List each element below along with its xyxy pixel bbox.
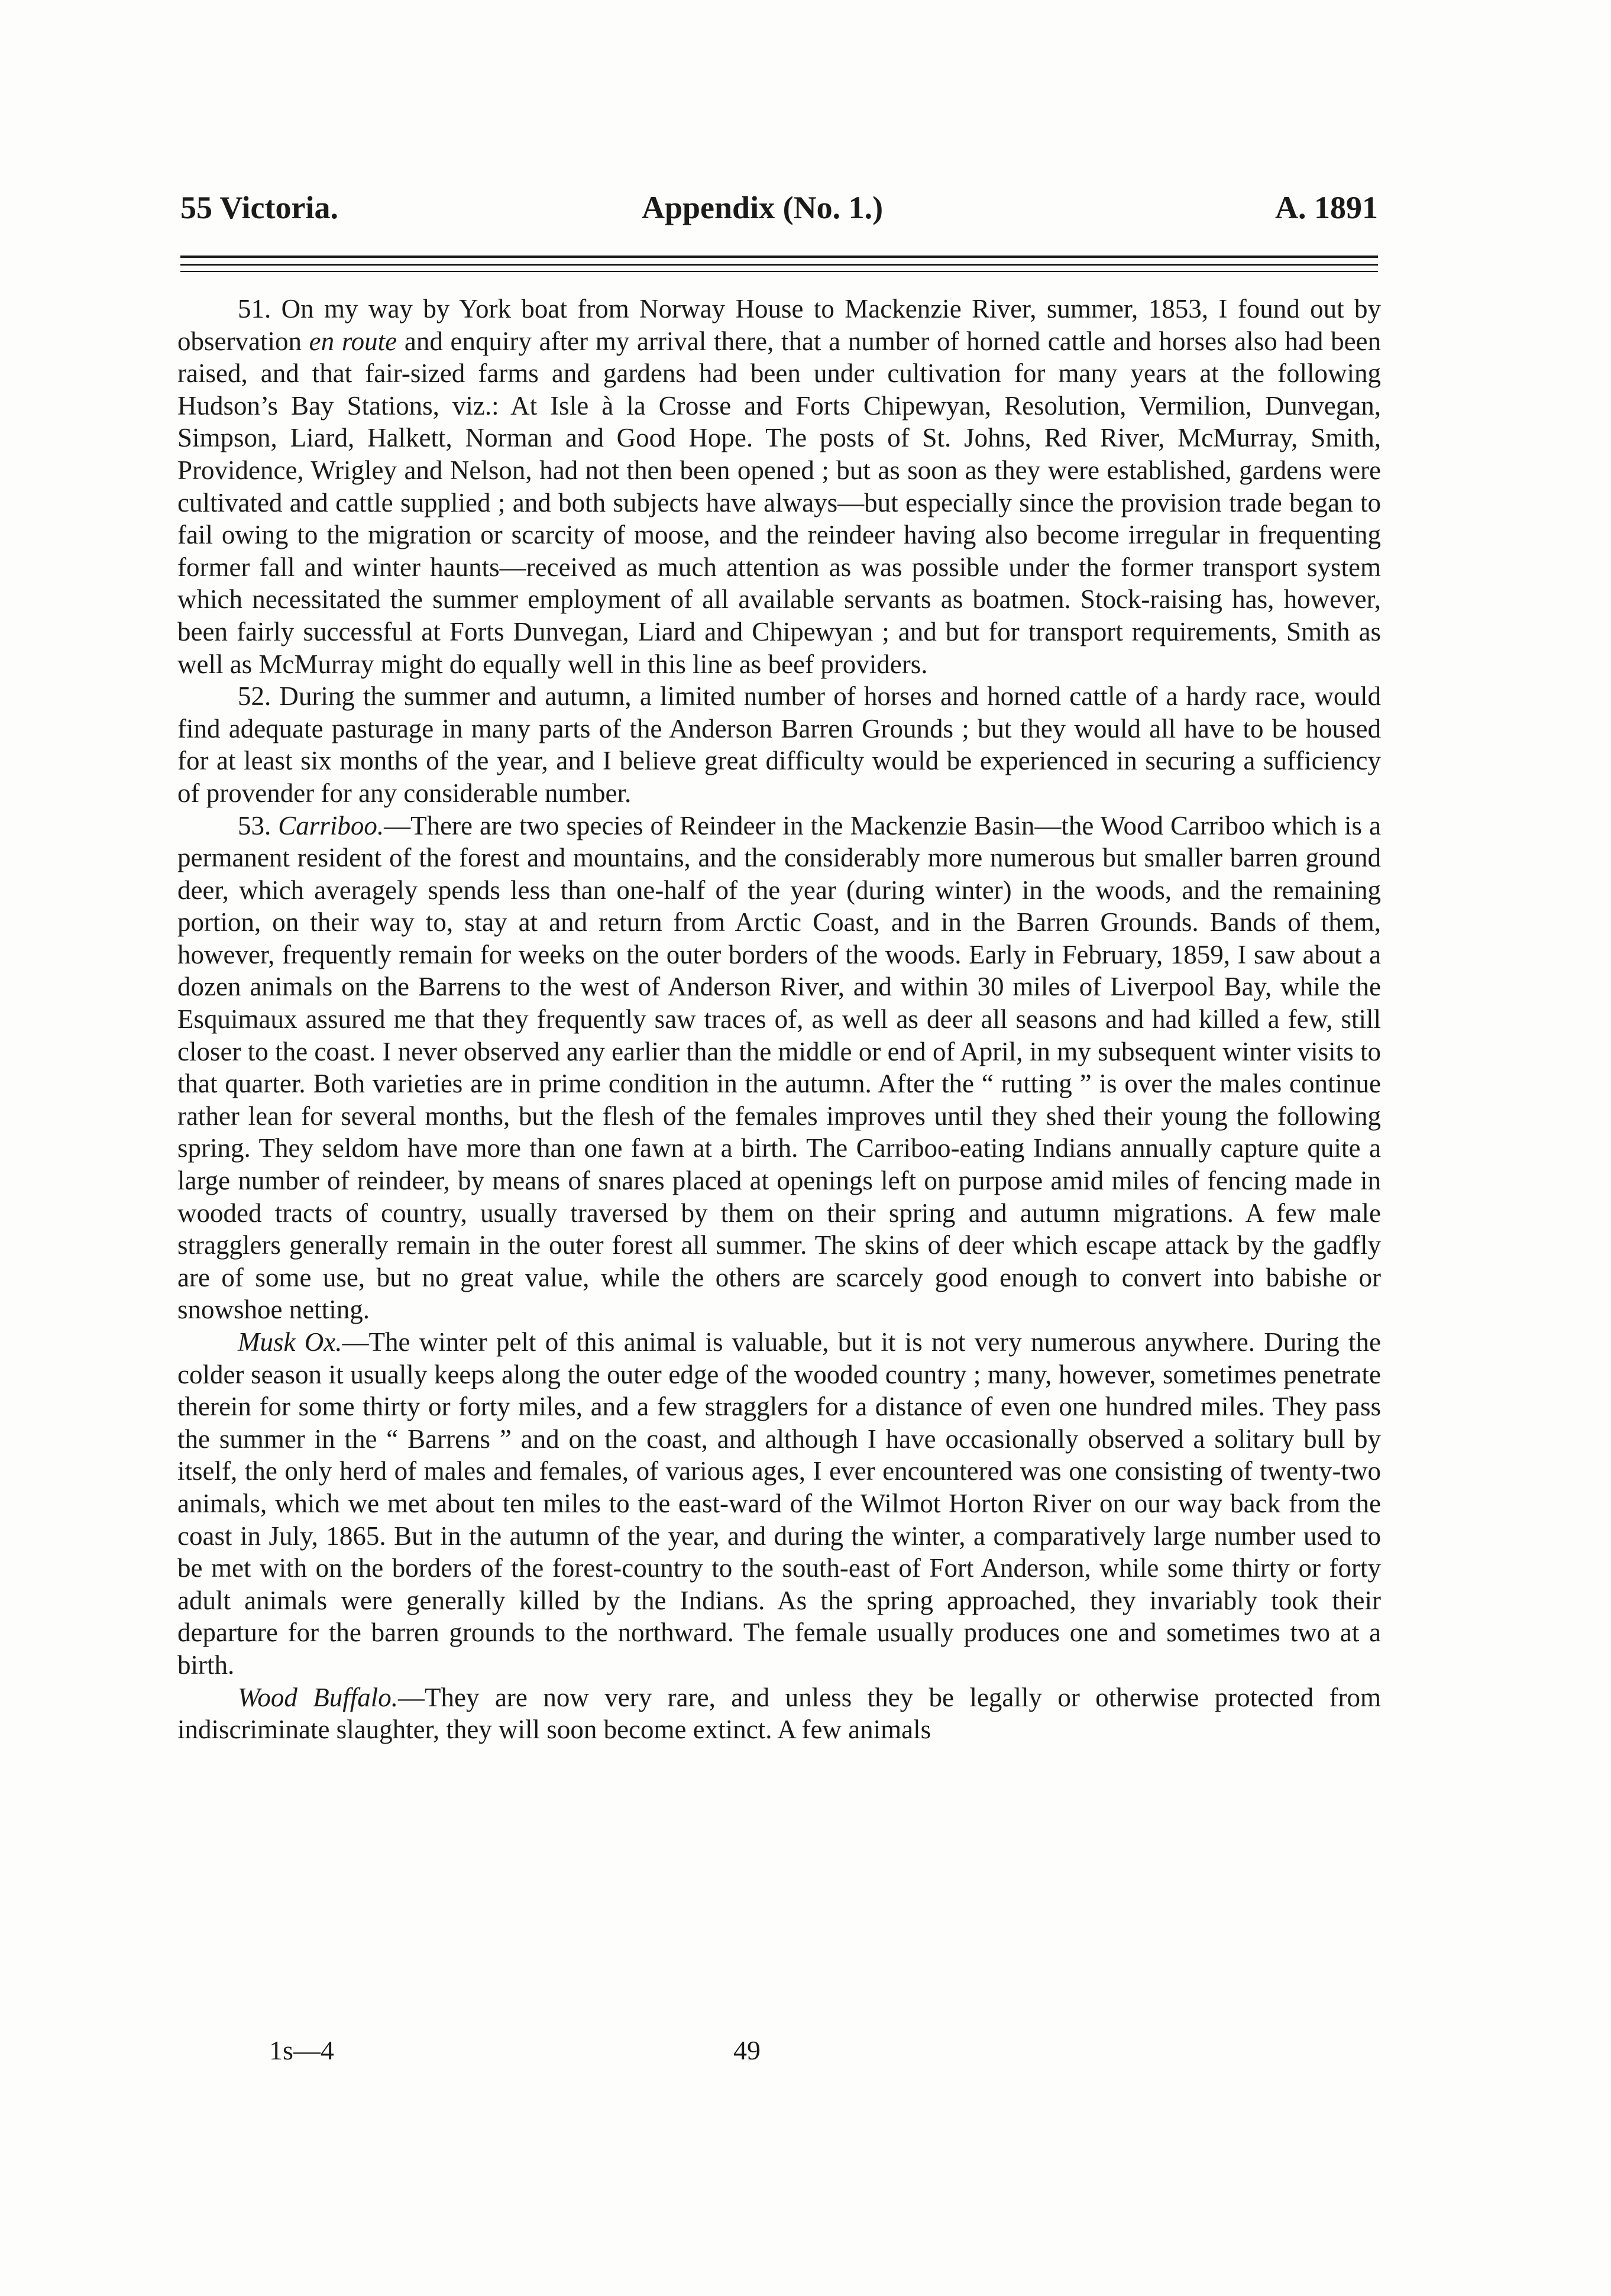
running-header bbox=[180, 189, 1378, 237]
paragraph-51 bbox=[177, 293, 1381, 680]
paragraph-53 bbox=[177, 810, 1381, 1327]
section-heading: Wood Buffalo. bbox=[238, 1682, 399, 1712]
header-year: A. 1891 bbox=[1275, 190, 1378, 225]
header-rule bbox=[180, 264, 1378, 266]
paragraph-text: During the summer and autumn, a limited number of horses and horned cattle of a hardy race, would find adequate pasturage in many parts of the Anderson Barren Grounds ; but they would all have to be housed for at least six months of the year, and I believe great difficulty would be experienced in securing a sufficiency of provender for any considerable number. bbox=[177, 681, 1381, 808]
section-heading: Carriboo. bbox=[278, 810, 384, 840]
header-rule bbox=[180, 271, 1378, 272]
paragraph-text: and enquiry after my arrival there, that a number of horned cattle and horses also had been raised, and that fair-sized farms and gardens had been under cultivation for many years at the following Hudson’s Bay Stations, viz.: At Isle à la Crosse and Forts Chipewyan, Resolution, Vermilion, Dunvegan, Simpson, Liard, Halkett, Norman and Good Hope. The posts of St. Johns, Red River, McMurray, Smith, Providence, Wrigley and Nelson, had not then been opened ; but as soon as they were established, gardens were cultivated and cattle supplied ; and both subjects have always—but especially since the provision trade began to fail owing to the migration or scarcity of moose, and the reindeer having also become irregular in frequenting former fall and winter haunts—received as much attention as was possible under the former transport system which necessitated the summer employment of all available servants as boatmen. Stock-raising has, however, been fairly successful at Forts Dunvegan, Liard and Chipewyan ; and but for transport requirements, Smith as well as McMurray might do equally well in this line as beef providers. bbox=[177, 326, 1382, 679]
page-footer bbox=[269, 2035, 861, 2070]
header-appendix: Appendix (No. 1.) bbox=[642, 190, 884, 225]
section-heading: Musk Ox. bbox=[238, 1327, 342, 1357]
body-text bbox=[177, 293, 1381, 1746]
paragraph-text: —The winter pelt of this animal is valuable, but it is not very numerous anywhere. During the colder season it usually keeps along the outer edge of the wooded country ; many, however, sometimes penetrate therein for some thirty or forty miles, and a few stragglers for a distance of even one hundred miles. They pass the summer in the “ Barrens ” and on the coast, and although I have occasionally observed a solitary bull by itself, the only herd of males and females, of various ages, I ever encountered was one consisting of twenty-two animals, which we met about ten miles to the east-ward of the Wilmot Horton River on our way back from the coast in July, 1865. But in the autumn of the year, and during the winter, a comparatively large number used to be met with on the borders of the forest-country to the south-east of Fort Anderson, while some thirty or forty adult animals were generally killed by the Indians. As the spring approached, they invariably took their departure for the barren grounds to the northward. The female usually produces one and sometimes two at a birth. bbox=[177, 1327, 1381, 1680]
header-session: 55 Victoria. bbox=[180, 190, 338, 225]
paragraph-musk-ox bbox=[177, 1326, 1381, 1681]
paragraph-number: 52. bbox=[238, 681, 271, 712]
paragraph-number: 51. bbox=[238, 294, 271, 324]
signature-mark: 1s—4 bbox=[269, 2035, 334, 2065]
paragraph-text: —There are two species of Reindeer in the Mackenzie Basin—the Wood Carriboo which is a permanent resident of the forest and mountains, and the considerably more numerous but smaller barren ground deer, which averagely spends less than one-half of the year (during winter) in the woods, and the remaining portion, on their way to, stay at and return from Arctic Coast, and in the Barren Grounds. Bands of them, however, frequently remain for weeks on the outer borders of the woods. Early in February, 1859, I saw about a dozen animals on the Barrens to the west of Anderson River, and within 30 miles of Liverpool Bay, while the Esquimaux assured me that they frequently saw traces of, as well as deer all seasons and had killed a few, still closer to the coast. I never observed any earlier than the middle or end of April, in my subsequent winter visits to that quarter. Both varieties are in prime condition in the autumn. After the “ rutting ” is over the males continue rather lean for several months, but the flesh of the females improves until they shed their young the following spring. They seldom have more than one fawn at a birth. The Carriboo-eating Indians annually capture quite a large number of reindeer, by means of snares placed at openings left on purpose amid miles of fencing made in wooded tracts of country, usually traversed by them on their spring and autumn migrations. A few male stragglers generally remain in the outer forest all summer. The skins of deer which escape attack by the gadfly are of some use, but no great value, while the others are scarcely good enough to convert into babishe or snowshoe netting. bbox=[177, 810, 1381, 1325]
paragraph-52 bbox=[177, 680, 1381, 809]
paragraph-text: —They are now very rare, and unless they be legally or otherwise protected from indiscriminate slaughter, they will soon become extinct. A few animals bbox=[177, 1682, 1381, 1745]
paragraph-number: 53. bbox=[238, 810, 271, 840]
page-number: 49 bbox=[733, 2035, 761, 2065]
italic-phrase: en route bbox=[309, 326, 397, 356]
paragraph-text: On my way by York boat from Norway House to Mackenzie River, summer, 1853, I found out by observation bbox=[177, 294, 1382, 356]
paragraph-wood-buffalo bbox=[177, 1681, 1381, 1746]
header-rule bbox=[180, 256, 1378, 258]
